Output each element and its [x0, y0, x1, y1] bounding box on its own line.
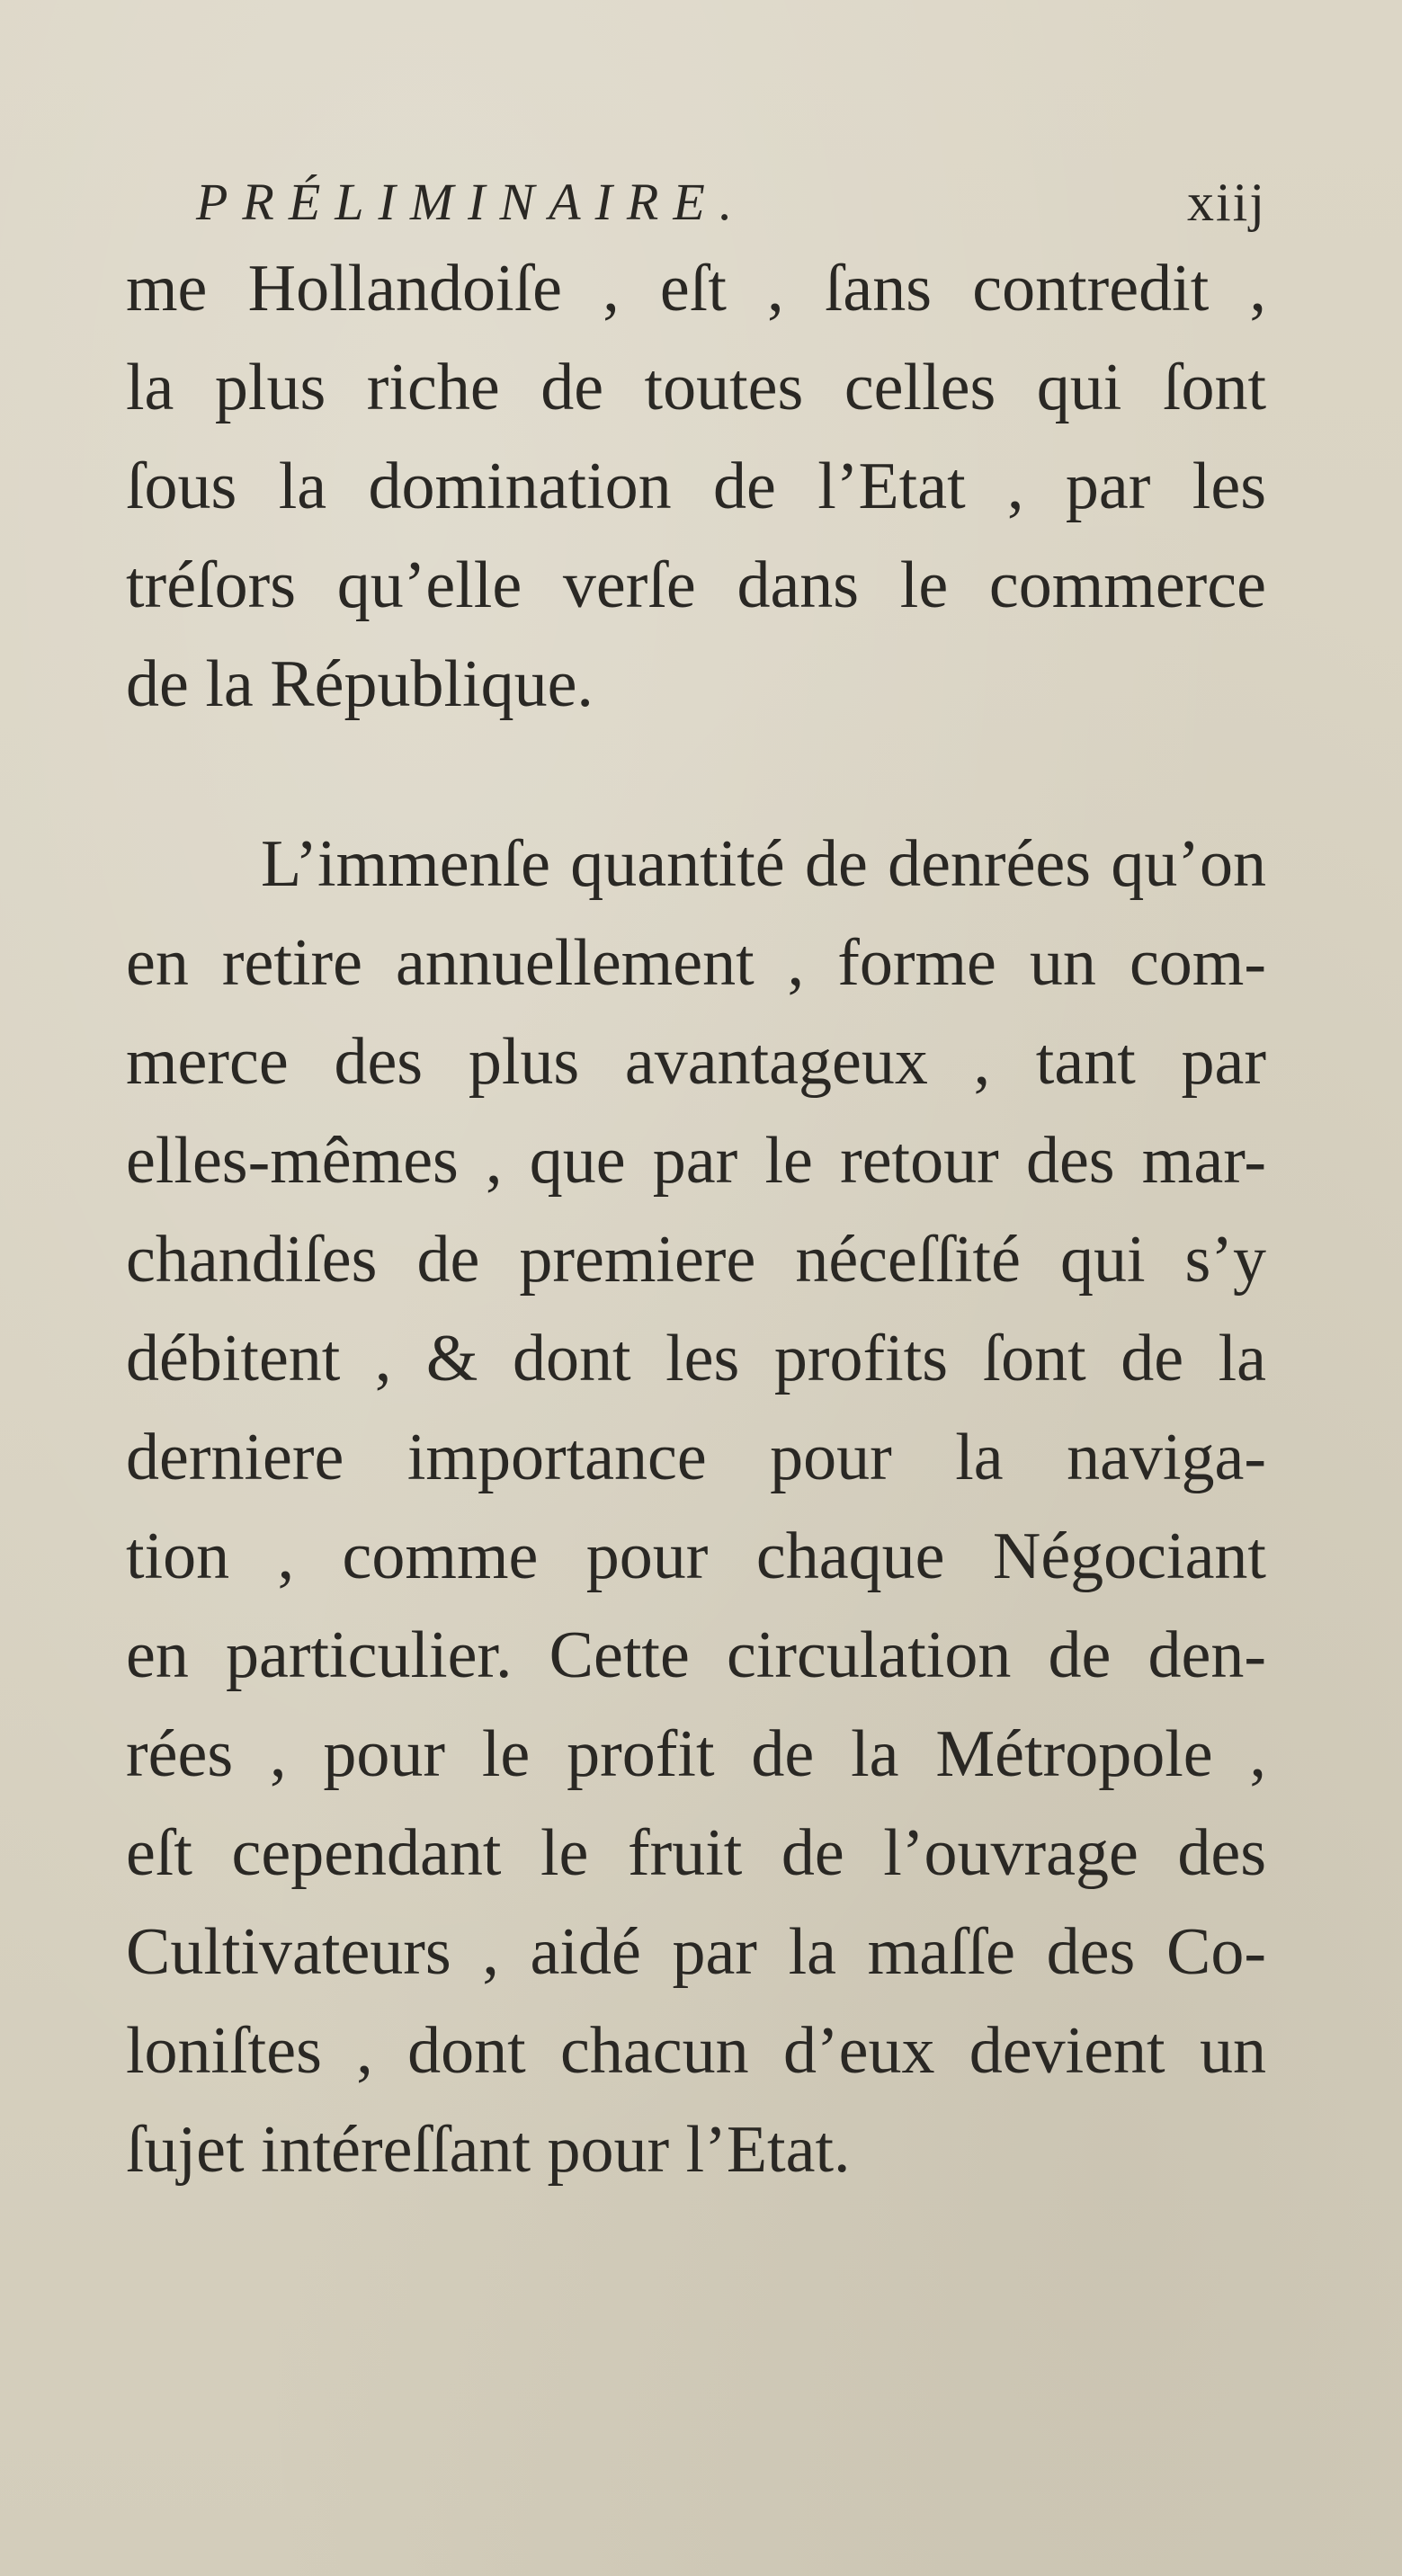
- text-line: en particulier. Cette circulation de den-: [126, 1618, 1266, 1692]
- text-line: chandiſes de premiere néceſſité qui s’y: [126, 1223, 1266, 1297]
- text-line: tréſors qu’elle verſe dans le commerce: [126, 548, 1266, 622]
- running-head-title: PRÉLIMINAIRE.: [196, 173, 747, 231]
- paragraph-gap: [126, 734, 1266, 815]
- body-text: [126, 239, 1266, 2199]
- text-line: ſujet intéreſſant pour l’Etat.: [126, 2113, 851, 2187]
- text-line: loniſtes , dont chacun d’eux devient un: [126, 2014, 1266, 2088]
- text-line: Cultivateurs , aidé par la maſſe des Co-: [126, 1915, 1266, 1989]
- text-line: derniere importance pour la naviga-: [126, 1421, 1266, 1494]
- text-line: la plus riche de toutes celles qui ſont: [126, 351, 1266, 424]
- text-line: tion , comme pour chaque Négociant: [126, 1520, 1266, 1593]
- paragraph-2: [126, 815, 1266, 2199]
- text-line: merce des plus avantageux , tant par: [126, 1025, 1266, 1099]
- text-line: de la République.: [126, 647, 594, 721]
- text-line: débitent , & dont les profits ſont de la: [126, 1322, 1266, 1395]
- text-line: ſous la domination de l’Etat , par les: [126, 450, 1266, 523]
- text-line: elles-mêmes , que par le retour des mar-: [126, 1124, 1266, 1198]
- running-head: [196, 171, 1266, 234]
- text-line: L’immenſe quantité de denrées qu’on: [261, 827, 1266, 901]
- text-line: rées , pour le profit de la Métropole ,: [126, 1717, 1266, 1791]
- text-line: eſt cependant le fruit de l’ouvrage des: [126, 1816, 1266, 1890]
- paragraph-1: [126, 239, 1266, 734]
- page-number: xiij: [1186, 173, 1266, 232]
- text-line: me Hollandoiſe , eſt , ſans contredit ,: [126, 252, 1266, 325]
- text-line: en retire annuellement , forme un com-: [126, 926, 1266, 1000]
